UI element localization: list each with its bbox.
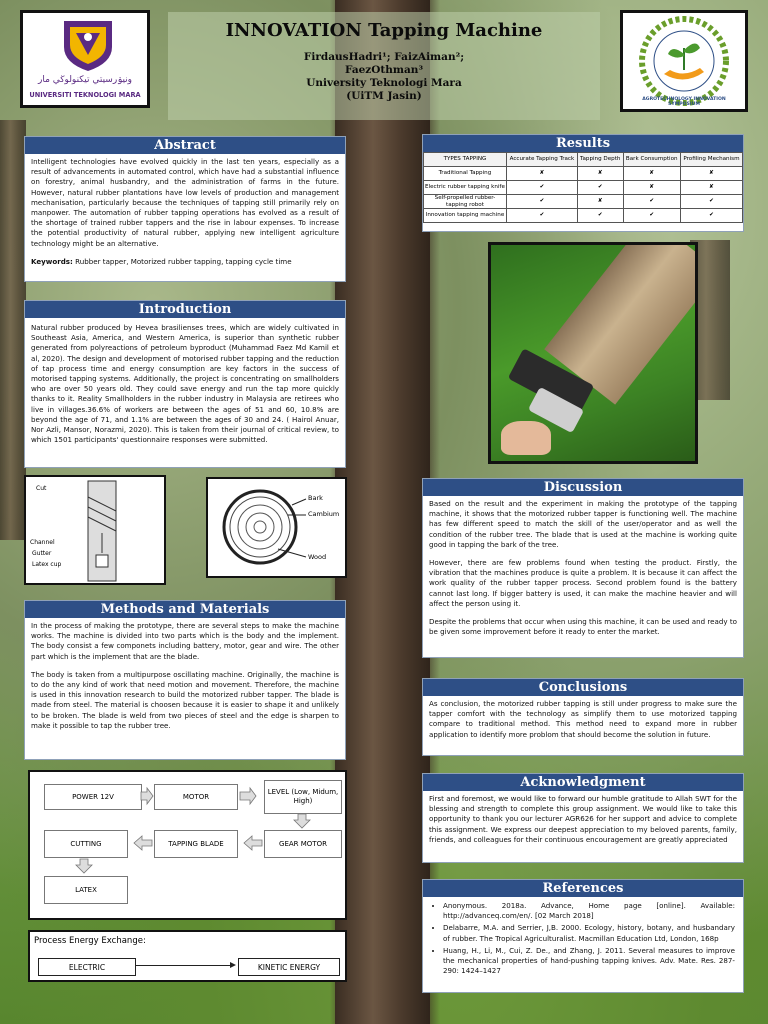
bark-label-wood: Wood: [308, 553, 327, 561]
poster-title: INNOVATION Tapping Machine: [225, 20, 543, 41]
table-row: [424, 167, 743, 181]
cross-icon: ✘: [623, 167, 680, 181]
row-label: Self-propelled rubber-tapping robot: [424, 195, 507, 209]
cross-icon: ✘: [577, 167, 623, 181]
arrow-right-icon: [141, 788, 153, 804]
check-icon: ✔: [506, 209, 577, 223]
discussion-paragraph-2: However, there are few problems found when testing the product. Firstly, the vibration that the machines produce is quite a problem. It is because it can affect the work quality of the rubber tapper process. Second problem found is the battery cannot last long. If bigger battery is used, it can make the machine heavier and will affect the person using it.: [429, 558, 737, 608]
flow-cutting: CUTTING: [44, 830, 128, 858]
acknowledgment-heading: Acknowledgment: [423, 774, 743, 791]
authors-line-3: University Teknologi Mara: [306, 77, 462, 89]
flow-tapping-blade: TAPPING BLADE: [154, 830, 238, 858]
table-row: [424, 181, 743, 195]
cross-icon: ✘: [506, 167, 577, 181]
uitm-arabic-text: ونيۏرسيتي تيكنولوڬي مار: [37, 75, 133, 85]
tapping-tree-diagram: [24, 475, 166, 585]
symposium-name-text: AGROTECHNOLOGY INNOVATION SYMPOSIUM: [642, 97, 726, 107]
keywords-label: Keywords:: [31, 256, 73, 266]
introduction-heading: Introduction: [25, 301, 345, 318]
conclusions-panel: [422, 678, 744, 756]
results-col-depth: Tapping Depth: [577, 153, 623, 167]
check-icon: ✔: [623, 209, 680, 223]
row-label: Traditional Tapping: [424, 167, 507, 181]
author-block: [168, 51, 600, 103]
abstract-text: Intelligent technologies have evolved quickly in the last ten years, especially as a result of advancements in automated control, which have had a substantial influence on forestry, animal husbandry, and the administration of farms in the future. However, natural rubber plantations have low levels of production and management mechanisation, particularly because the techniques of tapping still primarily rely on manpower. The automation of rubber tapping operations has evolved as a result of the shortage of trained rubber tappers and the rise in labour expenses. To increase the potential productivity of natural rubber, applying new intelligent agriculture technology might be an alternative.: [31, 157, 339, 248]
check-icon: ✔: [680, 195, 742, 209]
row-label: Innovation tapping machine: [424, 209, 507, 223]
table-row: [424, 209, 743, 223]
introduction-panel: [24, 300, 346, 468]
bark-label-bark: Bark: [308, 494, 323, 502]
acknowledgment-text: First and foremost, we would like to forward our humble gratitude to Allah SWT for the blessing and strength to complete this group assignment. We would like to take this opportunity to thank you our lecturer AGR626 for her support and advice to complete this assignment. We express our deepest appreciation to my beloved parents, family, friends, and colleagues for their continuous encouragement are greatly appreciated: [429, 794, 737, 844]
energy-arrow-head-icon: [230, 962, 236, 968]
energy-exchange-panel: [28, 930, 347, 982]
cross-icon: ✘: [577, 195, 623, 209]
discussion-body: [423, 496, 743, 648]
background-tree-trunk: [335, 0, 430, 1024]
conclusions-body: [423, 696, 743, 743]
check-icon: ✔: [577, 209, 623, 223]
flow-level: LEVEL (Low, Midum, High): [264, 780, 342, 814]
symposium-logo-box: [620, 10, 748, 112]
uitm-logo-box: [20, 10, 150, 108]
methods-panel: [24, 600, 346, 760]
energy-arrow-icon: [136, 965, 234, 966]
results-table: [423, 152, 743, 223]
photo-hand: [501, 421, 551, 455]
flow-gear-motor: GEAR MOTOR: [264, 830, 342, 858]
bark-label-cambium: Cambium: [308, 510, 340, 518]
acknowledgment-panel: [422, 773, 744, 863]
cross-icon: ✘: [623, 181, 680, 195]
results-col-types: TYPES TAPPING: [424, 153, 507, 167]
discussion-panel: [422, 478, 744, 658]
cross-icon: ✘: [680, 167, 742, 181]
check-icon: ✔: [506, 181, 577, 195]
energy-kinetic: KINETIC ENERGY: [238, 958, 340, 976]
discussion-paragraph-1: Based on the result and the experiment in making the prototype of the tapping machine, it shows that the motorized rubber tapper is functioning well. The machine has few different speed to match the skill of the user/operator and as well the condition of the rubber tree. The blade that is used at the machine is working quite good in tapping the bark of the tree.: [429, 499, 737, 549]
check-icon: ✔: [577, 181, 623, 195]
cross-icon: ✘: [680, 181, 742, 195]
arrow-down-icon: [294, 814, 310, 828]
abstract-heading: Abstract: [25, 137, 345, 154]
bark-cross-section-diagram: [206, 477, 347, 578]
keywords-text: Rubber tapper, Motorized rubber tapping, tapping cycle time: [75, 256, 292, 266]
tree-label-gutter: Gutter: [32, 550, 52, 557]
references-list: [423, 897, 743, 980]
results-col-bark: Bark Consumption: [623, 153, 680, 167]
introduction-body: [25, 318, 345, 456]
discussion-heading: Discussion: [423, 479, 743, 496]
discussion-paragraph-3: Despite the problems that occur when using this machine, it can be used and ready to be given some improvement before it ready to enter the market.: [429, 617, 737, 637]
energy-title: Process Energy Exchange:: [34, 936, 146, 946]
process-flowchart: [28, 770, 347, 920]
prototype-photo: [488, 242, 698, 464]
tree-label-latex-cup: Latex cup: [32, 561, 62, 568]
references-heading: References: [423, 880, 743, 897]
title-block: [168, 12, 600, 120]
results-heading: Results: [423, 135, 743, 152]
methods-body: [25, 618, 345, 742]
methods-paragraph-2: The body is taken from a multipurpose oscillating machine. Originally, the machine is to do the any kind of work that need motion and movement. Therefore, the machine is used in this innovation research to build the motorized rubber tapper. The blade is made from steel. The material is choosen because it is easier to shape it and unlikely to be broken. The blade is weld from two pieces of steel and the edge is sharpen to make it possible to tap the rubber tree.: [31, 669, 339, 730]
reference-item: • Huang, H., Li, M., Cui, Z. De., and Zhang, J. 2011. Several measures to improve the mechanical properties of hand-pushing tapping knives. Adv. Mate. Res. 287-290: 1424–1427: [443, 946, 735, 977]
symposium-seal-icon: [624, 14, 744, 108]
check-icon: ✔: [680, 209, 742, 223]
uitm-crest-icon: [58, 17, 118, 73]
table-row: [424, 195, 743, 209]
uitm-name-text: UNIVERSITI TEKNOLOGI MARA: [29, 91, 141, 99]
arrow-down-icon: [76, 859, 92, 873]
tree-label-channel: Channel: [30, 539, 55, 546]
arrow-right-icon: [240, 788, 256, 804]
acknowledgment-body: [423, 791, 743, 848]
authors-line-2: FaezOthman³: [344, 64, 424, 76]
flow-latex: LATEX: [44, 876, 128, 904]
methods-heading: Methods and Materials: [25, 601, 345, 618]
methods-paragraph-1: In the process of making the prototype, there are several steps to make the machine works. The machine is divided into two parts which is the body and the implement. The body consist a few componets including battery, motor, gear and wire. The other part which is the implement that are the blade.: [31, 621, 339, 661]
check-icon: ✔: [506, 195, 577, 209]
background-tree-trunk-left: [0, 120, 26, 540]
arrow-left-icon: [244, 836, 262, 850]
introduction-text: Natural rubber produced by Hevea brasilienses trees, which are widely cultivated in Southeast Asia, America, and Western America, is superior than synthetic rubber generated from polyreactions of petroleum byproduct (Muhammad Faez Md Kamil et al, 2020). The design and development of motorised rubber tapping and the reduction of tap process time and energy consumption are key factors in the success of motorised tapping systems. Additionally, the project is concentrating on smallholders who are over 50 years old. They could save energy and run the tap more quickly thanks to it. Reality Smallholders in the rubber industry in Malaysia are retirees who live in villages.36.6% of workers are between the ages of 51 and 60, 10.8% are beyond the age of 71, and 1.1% are between the ages of 30 and 24. ( Hairol Anuar, Nor Azli, Mansor, Norazmi, 2020). This is taken from their journal of critical review, to which 1501 participants' questionnaire responses were submitted.: [31, 323, 339, 445]
results-col-accurate: Accurate Tapping Track: [506, 153, 577, 167]
conclusions-heading: Conclusions: [423, 679, 743, 696]
arrow-left-icon: [134, 836, 152, 850]
energy-electric: ELECTRIC: [38, 958, 136, 976]
tree-label-cut: Cut: [36, 485, 47, 492]
flow-motor: MOTOR: [154, 784, 238, 810]
results-col-profiling: Profiling Mechanism: [680, 153, 742, 167]
references-panel: [422, 879, 744, 993]
reference-item: • Anonymous. 2018a. Advance, Home page [online]. Available: http://advanceq.com/en/. [02 March 2018]: [443, 901, 735, 921]
flow-power-12v: POWER 12V: [44, 784, 142, 810]
authors-line-4: (UiTM Jasin): [346, 90, 422, 102]
results-panel: [422, 134, 744, 232]
abstract-panel: [24, 136, 346, 282]
row-label: Electric rubber tapping knife: [424, 181, 507, 195]
reference-item: • Delabarre, M.A. and Serrier, J,B. 2000. Ecology, history, botany, and husbandary of rubber. The Tropical Agriculturalist. Macmillan Education Ltd, London, 168p: [443, 923, 735, 943]
authors-line-1: FirdausHadri¹; FaizAiman²;: [303, 51, 465, 63]
conclusions-text: As conclusion, the motorized rubber tapping is still under progress to make sure the tapper comfort with the technology as simplify them to use motorized tapping compare to traditional method. This method need to expand more in rubber application to identify more problom that should become the solution in future.: [429, 699, 737, 739]
results-header-row: [424, 153, 743, 167]
check-icon: ✔: [623, 195, 680, 209]
abstract-body: [25, 154, 345, 270]
bark-illustration: [208, 479, 345, 576]
